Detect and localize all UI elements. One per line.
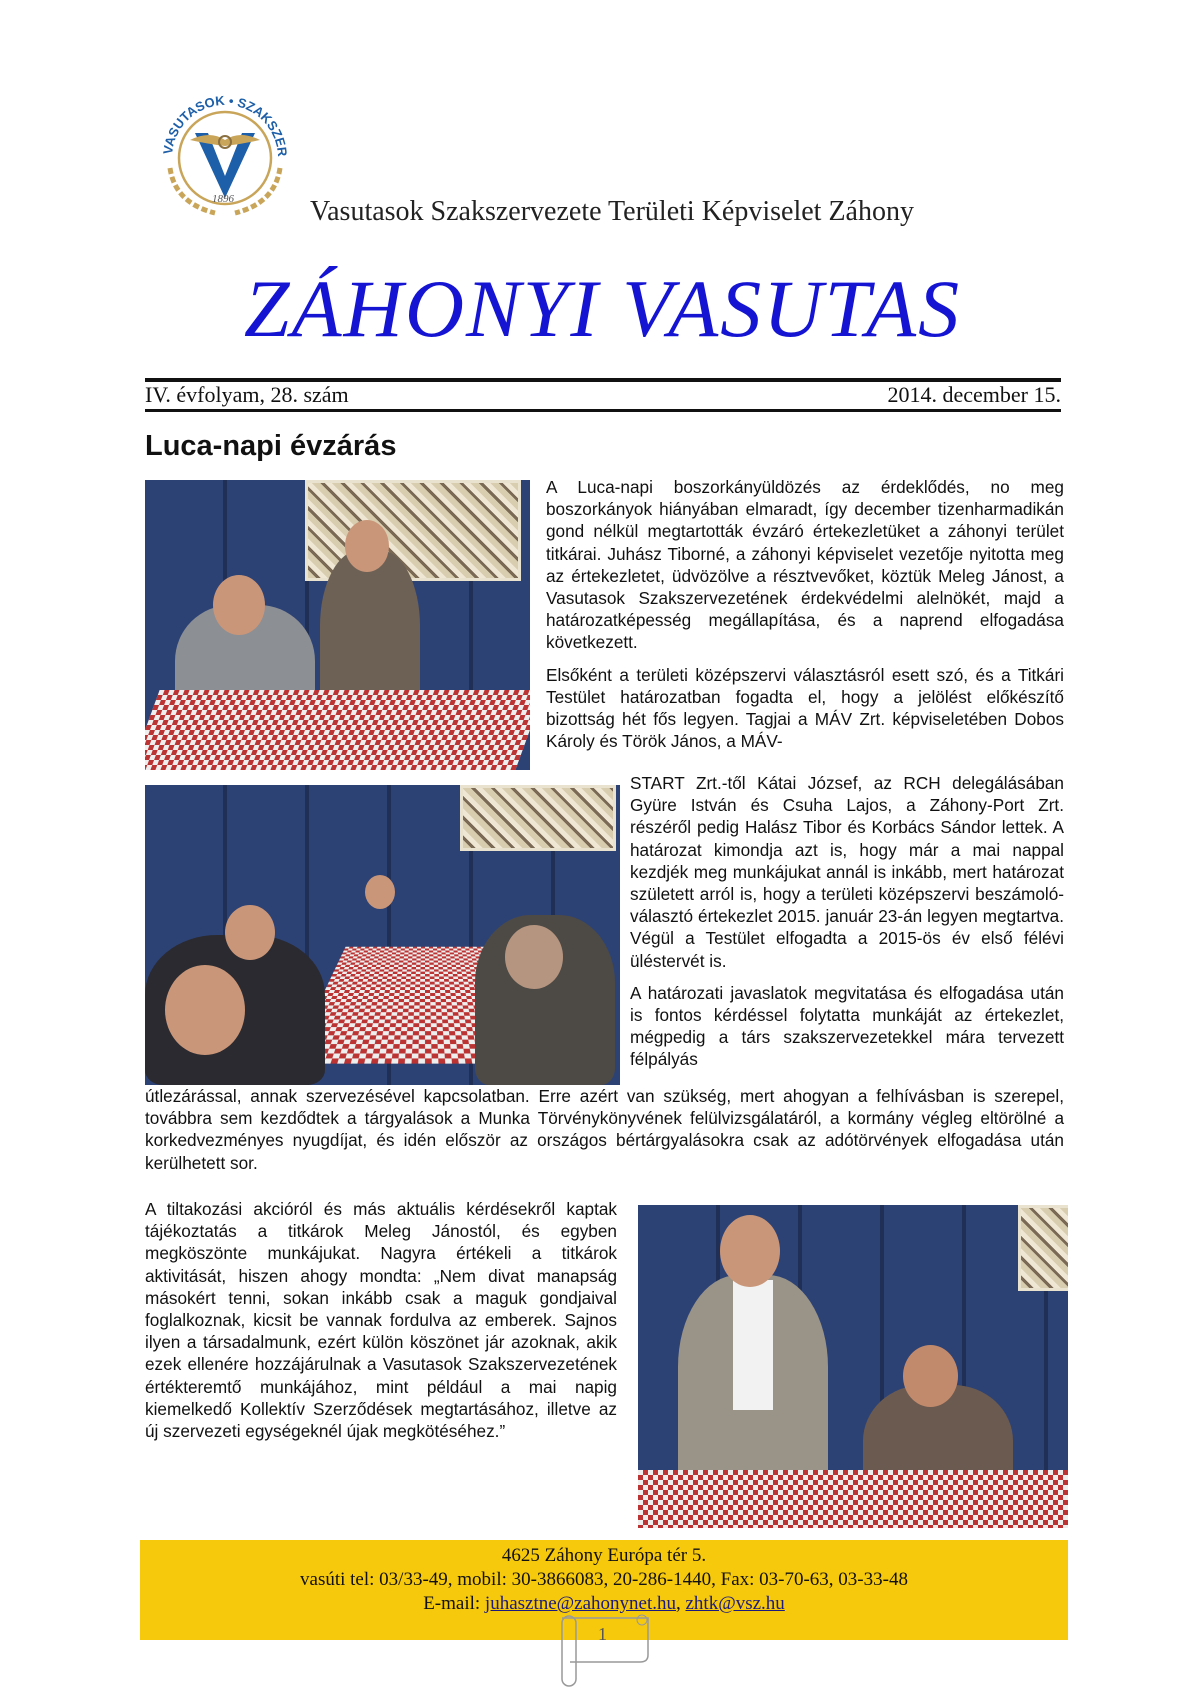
email-link-juhasztne[interactable]: juhasztne@zahonynet.hu (484, 1593, 676, 1614)
page-number-scroll (550, 1610, 660, 1690)
page-number: 1 (598, 1624, 607, 1644)
paragraph-2a: Elsőként a területi középszervi választásról esett szó, és a Titkári Testület határozatban fogadta el, hogy a jelölést előkészítő bizottság hét fős legyen. Tagjai a MÁV Zrt. képviseletében Dobos Károly és Török János, a MÁV- (546, 664, 1064, 752)
address: 4625 Záhony Európa tér 5. (501, 1545, 707, 1566)
article-column-3 (145, 1198, 617, 1452)
organization-name: Vasutasok Szakszervezete Területi Képviselet Záhony (310, 196, 914, 227)
bottom-rule (145, 409, 1061, 412)
union-logo (150, 78, 300, 223)
email-separator: , (676, 1593, 681, 1614)
photo-meeting-vote (145, 785, 620, 1085)
svg-text:1896: 1896 (212, 193, 234, 205)
photo-meeting-opening (145, 480, 530, 770)
issue-date: 2014. december 15. (887, 382, 1061, 407)
volume-number: IV. évfolyam, 28. szám (145, 382, 349, 407)
svg-text:VASUTASOK • SZAKSZERVEZETE: VASUTASOK • SZAKSZER (160, 92, 291, 157)
paragraph-3b: útlezárással, annak szervezésével kapcsolatban. Erre azért van szükség, mert ahogyan a felhívásban is szerepel, továbbra sem kezdődtek a tárgyalások a Munka Törvénykönyvének felülvizsgálatáról, a kormány végleg eltörölné a korkedvezményes nyugdíjat, és idén először az országos bértárgyalásokra csak az adótörvények elfogadása után kerülhetett sor. (145, 1086, 1064, 1173)
scroll-icon (550, 1610, 660, 1690)
article-column-1 (546, 476, 1064, 752)
article-column-2 (630, 772, 1064, 1071)
paragraph-4: A tiltakozási akcióról és más aktuális kérdésekről kaptak tájékoztatás a titkárok Meleg Jánostól, és egyben megköszönte munkájukat. Nagyra értékeli a titkárok aktivitását, hiszen ahogy mondta: „Nem divat manapság másokért tenni, sokan inkább csak a maguk gondjaival foglalkoznak, kicsit be vannak fordulva az emberek. Sajnos ilyen a társadalmunk, ezért külön köszönet jár azoknak, akik ezek ellenére hozzájárulnak a Vasutasok Szakszervezetének értékteremtő munkájához, mint például a mai napig kiemelkedő Kollektív Szerződések megtartásához, illetve az új szervezeti egységeknél újak megkötéséhez.” (145, 1199, 617, 1442)
shirt (733, 1280, 773, 1410)
paragraph-2b: START Zrt.-től Kátai József, az RCH delegálásában Gyüre István és Csuha Lajos, a Záhony-Port Zrt. részéről pedig Halász Tibor és Korbács Sándor lettek. A határozat kimondja azt is, hogy már a mai nappal kezdjék meg munkájukat annál is inkább, mert határozat született arról is, hogy a területi középszervi beszámoló-választó értekezlet 2015. január 23-án legyen megtartva. Végül a Testület elfogadta a 2015-ös év első félévi üléstervét is. (630, 773, 1064, 971)
email-label: E-mail: (423, 1593, 481, 1614)
masthead-title: ZÁHONYI VASUTAS (243, 263, 962, 354)
article-full-width (145, 1085, 1064, 1184)
issue-info (145, 382, 1061, 408)
phone-numbers: vasúti tel: 03/33-49, mobil: 30-3866083, 20-286-1440, Fax: 03-70-63, 03-33-48 (300, 1569, 908, 1590)
photo-speaker (638, 1205, 1068, 1528)
article-title: Luca-napi évzárás (145, 430, 397, 462)
paragraph-3a: A határozati javaslatok megvitatása és elfogadása után is fontos kérdéssel folytatta munkáját az értekezlet, mégpedig a társ szakszervezetekkel mára tervezett félpályás (630, 982, 1064, 1070)
email-link-zhtk[interactable]: zhtk@vsz.hu (685, 1593, 785, 1614)
paragraph-1: A Luca-napi boszorkányüldözés az érdeklődés, no meg boszorkányok hiányában elmaradt, így december tizenharmadikán gond nélkül megtartották évzáró értekezletüket a záhonyi terület titkárai. Juhász Tiborné, a záhonyi képviselet vezetője nyitotta meg az értekezletet, üdvözölve a résztvevőket, köztük Meleg Jánost, a Vasutasok Szakszervezetének érdekvédelmi alelnökét, majd a határozatképesség megállapítása, és a naprend elfogadása következett. (546, 477, 1064, 653)
